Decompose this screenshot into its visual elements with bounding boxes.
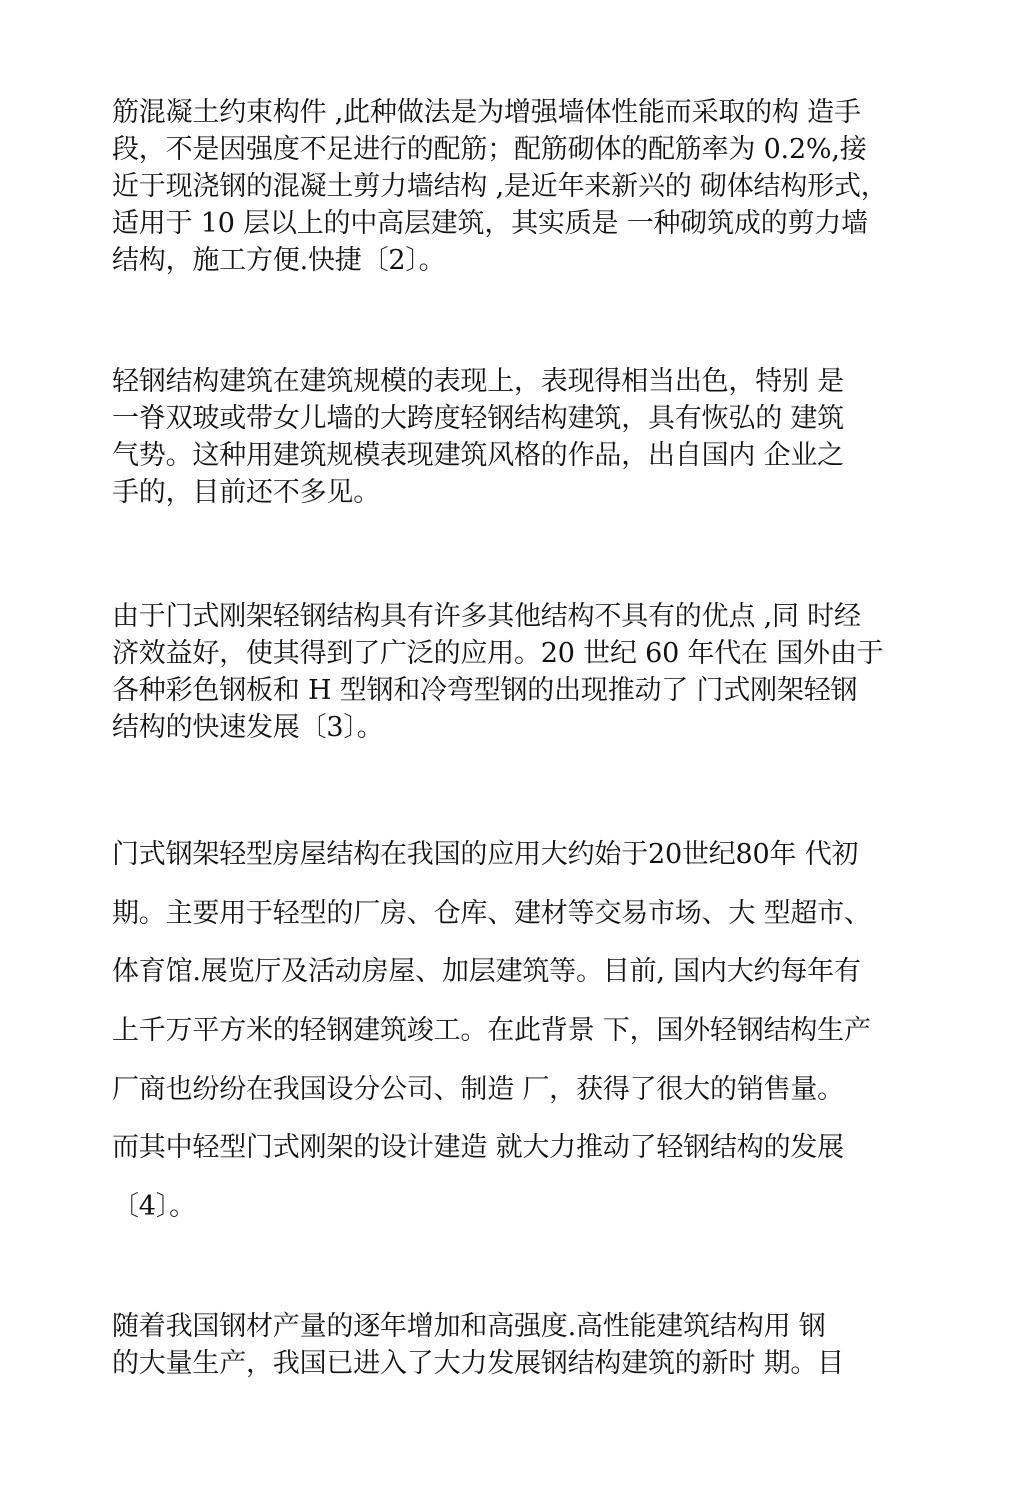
text-line: 一脊双玻或带女儿墙的大跨度轻钢结构建筑，具有恢弘的 建筑 [112, 403, 844, 434]
text-line: 手的，目前还不多见。 [112, 477, 380, 508]
text-line: 气势。这种用建筑规模表现建筑风格的作品，出自国内 企业之 [112, 440, 844, 471]
text-line: 段，不是因强度不足进行的配筋；配筋砌体的配筋率为 0.2%,接 [112, 134, 867, 165]
paragraph-steel-production [112, 1308, 952, 1382]
text-line: 各种彩色钢板和 H 型钢和冷弯型钢的出现推动了 门式刚架轻钢 [112, 675, 858, 706]
text-line: 体育馆.展览厅及活动房屋、加层建筑等。目前, 国内大约每年有 [112, 956, 861, 988]
text-line: 结构的快速发展〔3〕。 [112, 712, 384, 743]
text-line: 筋混凝土约束构件 ,此种做法是为增强墙体性能而采取的构 造手 [112, 97, 861, 128]
text-line: 随着我国钢材产量的逐年增加和高强度.高性能建筑结构用 钢 [112, 1311, 826, 1342]
paragraph-portal-frame-advantages [112, 598, 952, 746]
paragraph-domestic-application [112, 826, 952, 1237]
text-line: 门式钢架轻型房屋结构在我国的应用大约始于20世纪80年 代初 [112, 839, 859, 870]
text-line: 厂商也纷纷在我国设分公司、制造 厂，获得了很大的销售量。 [112, 1073, 844, 1105]
paragraph-light-steel-scale [112, 363, 952, 511]
text-line: 适用于 10 层以上的中高层建筑，其实质是 一种砌筑成的剪力墙 [112, 208, 868, 239]
text-line: 期。主要用于轻型的厂房、仓库、建材等交易市场、大 型超市、 [112, 897, 871, 929]
text-line: 结构，施工方便.快捷〔2〕。 [112, 245, 446, 276]
text-line: 〔4〕。 [112, 1191, 196, 1223]
text-line: 近于现浇钢的混凝土剪力墙结构 ,是近年来新兴的 砌体结构形式， [112, 171, 888, 202]
text-line: 由于门式刚架轻钢结构具有许多其他结构不具有的优点 ,同 时经 [112, 601, 861, 632]
text-line: 而其中轻型门式刚架的设计建造 就大力推动了轻钢结构的发展 [112, 1132, 844, 1164]
paragraph-masonry-reinforcement [112, 94, 952, 279]
text-line: 上千万平方米的轻钢建筑竣工。在此背景 下，国外轻钢结构生产 [112, 1015, 871, 1047]
text-line: 轻钢结构建筑在建筑规模的表现上，表现得相当出色，特别 是 [112, 366, 844, 397]
text-line: 济效益好，使其得到了广泛的应用。20 世纪 60 年代在 国外由于 [112, 638, 884, 669]
text-line: 的大量生产，我国已进入了大力发展钢结构建筑的新时 期。目 [112, 1348, 844, 1379]
